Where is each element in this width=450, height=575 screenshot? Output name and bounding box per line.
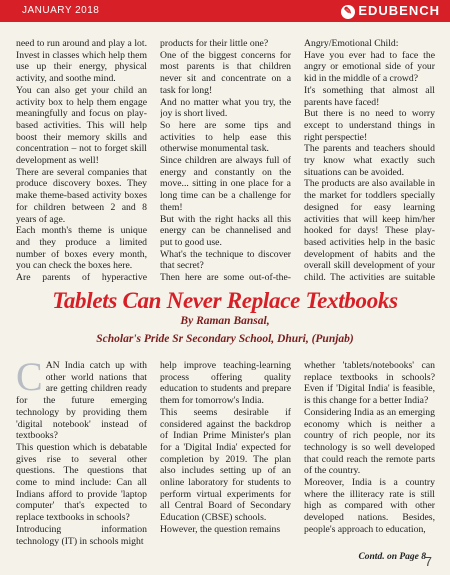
brand-name: EDUBENCH bbox=[358, 3, 440, 18]
top-article-column-2 bbox=[160, 38, 291, 283]
paragraph: Have you ever had to face the angry or emotional side of your kid in the middle of a crowd? bbox=[304, 49, 435, 85]
paragraph: It's something that almost all parents have faced! bbox=[304, 84, 435, 108]
paragraph: products for their little one? bbox=[160, 38, 269, 49]
paragraph: Introducing information technology (IT) in schools might bbox=[16, 523, 147, 547]
paragraph: But with the right hacks all this energy can be channelised and put to good use. bbox=[160, 213, 291, 248]
paragraph bbox=[304, 178, 435, 283]
paragraph: What's the technique to discover that secret? bbox=[160, 248, 291, 272]
paragraph: Since children are always full of energy and constantly on the move... sitting in one place for a long time can be a challenge for them! bbox=[160, 155, 291, 213]
article-headline: Tablets Can Never Replace Textbooks bbox=[52, 288, 398, 313]
paragraph: And no matter what you try, the joy is short lived. bbox=[160, 96, 291, 120]
paragraph: One of the biggest concerns for most parents is that children never sit and concentrate on a task for long! bbox=[160, 49, 291, 96]
paragraph: Considering India as an emerging economy which is neither a country of rich people, nor its technology is so well developed that could reach the remote parts of the country. bbox=[304, 406, 435, 477]
article-column-2 bbox=[160, 360, 291, 560]
paragraph: whether 'tablets/notebooks' can replace textbooks in schools? Even if 'Digital India' is feasible, is this change for a better India? bbox=[304, 360, 435, 407]
author-byline: By Raman Bansal, bbox=[180, 315, 270, 327]
top-article-column-3 bbox=[304, 38, 435, 283]
drop-cap: C bbox=[16, 360, 43, 399]
paragraph: Each month's theme is unique and they produce a limited number of boxes every month, you can check the boxes here. bbox=[16, 225, 147, 272]
paragraph: Then here are some out-of-the- bbox=[160, 272, 291, 283]
paragraph: Are parents of hyperactive bbox=[16, 272, 147, 283]
paragraph: But there is no need to worry except to understand things in right perspectie! bbox=[304, 108, 435, 143]
paragraph-text: AN India catch up with other world nations that are getting children ready for the future emerging technology by providing them 'digital notebook' instead of textbooks? bbox=[16, 360, 147, 442]
paragraph-text: The products are also available in the market for toddlers specially designed for easy learning activities that will keep him/her hooked for days! These play-based activities help in the basic development of habits and the overall skill development of your child. The activities are suitable bbox=[304, 178, 435, 283]
top-article-column-1 bbox=[16, 38, 147, 283]
brand-logo bbox=[341, 3, 440, 19]
paragraph bbox=[16, 360, 147, 442]
paragraph: The parents and teachers should try know what exactly such situations can be avoided. bbox=[304, 143, 435, 178]
paragraph: This seems desirable if considered against the backdrop of Indian Prime Minister's plan for a 'Digital India' expected for completion by 2019. The plan also includes setting up of an online laboratory for students to perform virtual experiments for all Central Board of Secondary Education (CBSE) schools. bbox=[160, 406, 291, 524]
author-affiliation: Scholar's Pride Sr Secondary School, Dhuri, (Punjab) bbox=[96, 333, 354, 345]
article-column-1 bbox=[16, 360, 147, 560]
article-column-3 bbox=[304, 360, 435, 560]
paragraph: need to run around and play a lot. Invest in classes which help them use up their energy, physical activity, and soothe mind. bbox=[16, 38, 147, 85]
paragraph: You can also get your child an activity box to help them engage meaningfully and focus on play-based activities. This will help boost their memory skills and concentration – not to forget skill development as well! bbox=[16, 84, 147, 167]
paragraph: There are several companies that produce discovery boxes. They make theme-based activity boxes for children between 2 and 8 years of age. bbox=[16, 166, 147, 225]
paragraph: So here are some tips and activities to help ease this otherwise monumental task. bbox=[160, 119, 291, 155]
logo-mark-icon: ✎ bbox=[341, 5, 355, 19]
continued-note: Contd. on Page 8 bbox=[358, 552, 426, 562]
paragraph: Moreover, India is a country where the illiteracy rate is still high as compared with other developed nations. Besides, people's approach to education, bbox=[304, 477, 435, 535]
paragraph: This question which is debatable gives rise to several other questions. The questions that come to mind include: Can all Indians afford to provide 'laptop computer' that's expected to replace textbooks in schools? bbox=[16, 441, 147, 524]
page-header bbox=[0, 0, 450, 22]
paragraph: help improve teaching-learning process offering quality education to students and prepare them for tomorrow's India. bbox=[160, 360, 291, 407]
issue-date: JANUARY 2018 bbox=[22, 5, 100, 16]
paragraph: However, the question remains bbox=[160, 523, 281, 535]
page-number: 7 bbox=[424, 554, 432, 569]
paragraph: Angry/Emotional Child: bbox=[304, 38, 399, 49]
